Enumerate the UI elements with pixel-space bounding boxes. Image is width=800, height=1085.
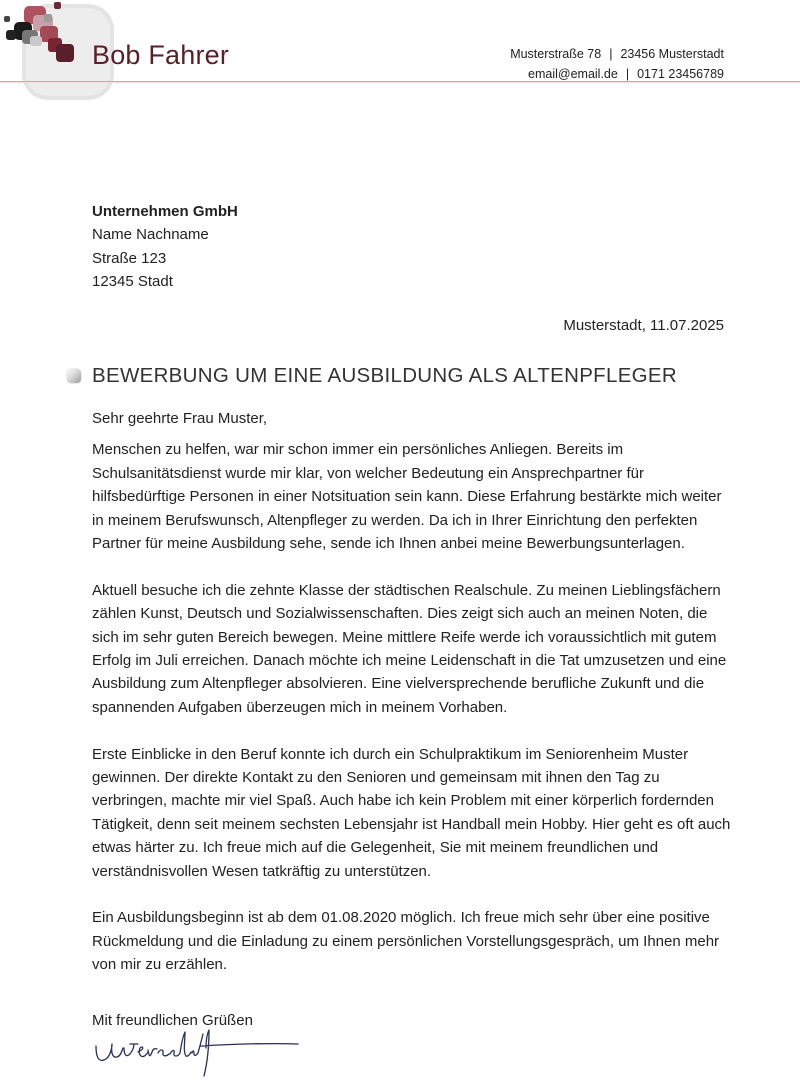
recipient-person: Name Nachname bbox=[92, 226, 209, 244]
recipient-city: 12345 Stadt bbox=[92, 272, 173, 290]
sender-address-line bbox=[510, 44, 724, 64]
letter-body bbox=[92, 407, 732, 1000]
paragraph: Erste Einblicke in den Beruf konnte ich durch ein Schulpraktikum im Seniorenheim Muster gewinnen. Der direkte Kontakt zu den Senioren und gemeinsam mit ihnen den Tag zu verbringen, machte mir viel Spaß. Auch habe ich kein Problem mit einer körperlich fordernden Tätigkeit, denn seit meinem sechsten Lebensjahr ist Handball mein Hobby. Hier geht es oft auch etwas härter zu. Ich freue mich auf die Gelegenheit, Sie mit meinem freundlichen und verständnisvollen Wesen tatkräftig zu unterstützen. bbox=[92, 745, 731, 880]
letter-subject: BEWERBUNG UM EINE AUSBILDUNG ALS ALTENPFLEGER bbox=[92, 364, 677, 387]
salutation: Sehr geehrte Frau Muster, bbox=[92, 410, 268, 427]
sender-email: email@email.de bbox=[528, 67, 618, 81]
sender-street: Musterstraße 78 bbox=[510, 47, 602, 61]
signature bbox=[90, 1026, 310, 1085]
recipient-street: Straße 123 bbox=[92, 249, 167, 267]
recipient-address bbox=[92, 200, 238, 293]
sender-phone: 0171 23456789 bbox=[637, 67, 724, 81]
header-divider-shadow bbox=[0, 82, 800, 83]
separator: | bbox=[625, 67, 630, 81]
closing-line: Mit freundlichen Grüßen bbox=[92, 1012, 253, 1029]
letter-date: Musterstadt, 11.07.2025 bbox=[563, 317, 724, 334]
sender-contact bbox=[510, 44, 724, 84]
separator: | bbox=[609, 47, 613, 61]
recipient-company: Unternehmen GmbH bbox=[92, 203, 238, 220]
sender-name: Bob Fahrer bbox=[92, 40, 230, 70]
sender-city: 23456 Musterstadt bbox=[620, 47, 724, 61]
subject-bullet-icon bbox=[67, 369, 81, 383]
paragraph: Ein Ausbildungsbeginn ist ab dem 01.08.2020 möglich. Ich freue mich sehr über eine positive Rückmeldung und die Einladung zu einem persönlichen Vorstellungsgespräch, um Ihnen mehr von mir zu erzählen. bbox=[92, 909, 720, 974]
paragraph: Menschen zu helfen, war mir schon immer ein persönliches Anliegen. Bereits im Schulsanitätsdienst wurde mir klar, von welcher Bedeutung ein Ansprechpartner für hilfsbedürftige Personen in einer Notsituation sein kann. Diese Erfahrung bestärkte mich weiter in meinem Berufswunsch, Altenpfleger zu werden. Da ich in Ihrer Einrichtung den perfekten Partner für meine Ausbildung sehe, sende ich Ihnen anbei meine Bewerbungsunterlagen. bbox=[92, 441, 722, 553]
paragraph: Aktuell besuche ich die zehnte Klasse der städtischen Realschule. Zu meinen Lieblingsfächern zählen Kunst, Deutsch und Sozialwissenschaften. Dies zeigt sich auch an meinen Noten, die sich im sehr guten Bereich bewegen. Meine mittlere Reife werde ich voraussichtlich mit gutem Erfolg im Juli erreichen. Danach möchte ich meine Leidenschaft in die Tat umzusetzen und eine Ausbildung zum Altenpfleger absolvieren. Eine vielversprechende berufliche Zukunft und die spannenden Aufgaben überzeugen mich in meinem Vorhaben. bbox=[92, 581, 727, 716]
